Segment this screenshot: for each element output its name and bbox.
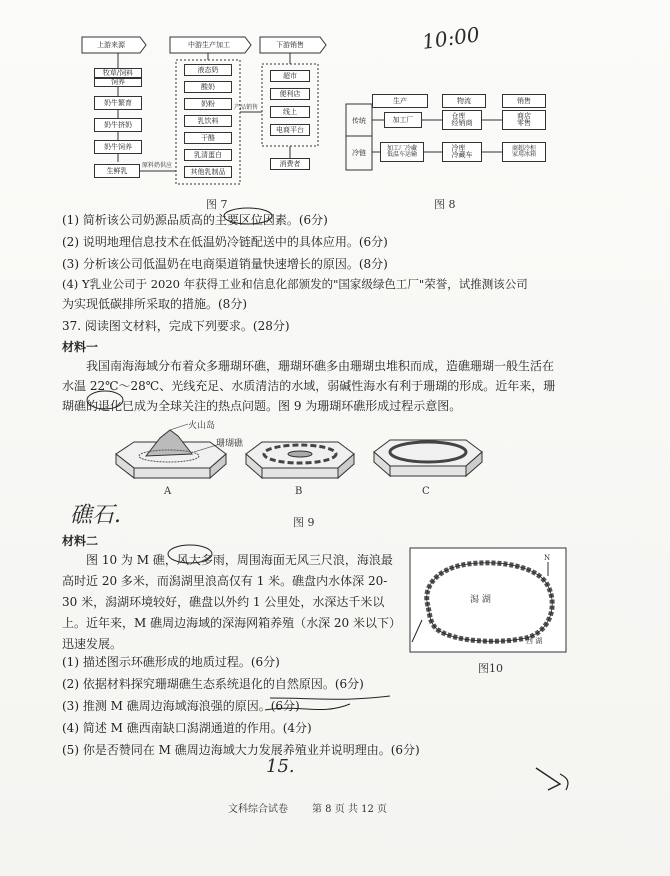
question-1: (1) 简析该公司奶源品质高的主要区位因素。(6分) xyxy=(62,213,328,227)
label-volcano: 火山岛 xyxy=(188,421,216,431)
downstream-box: 消费者 xyxy=(270,158,310,170)
midstream-box: 干酪 xyxy=(184,132,232,144)
header-upstream: 上游来源 xyxy=(97,40,125,49)
fig8-header: 物流 xyxy=(442,94,486,108)
fig8-row1-label: 传统 xyxy=(352,116,366,125)
question-3: (3) 分析该公司低温奶在电商渠道销量快速增长的原因。(8分) xyxy=(62,257,388,271)
arrow-label-raw-milk: 原料奶供应 xyxy=(142,162,173,169)
header-midstream: 中游生产加工 xyxy=(188,40,230,49)
fig8-cell: 商店 零售 xyxy=(502,110,546,130)
question-37: 37. 阅读图文材料，完成下列要求。(28分) xyxy=(62,319,290,333)
upstream-box: 奶牛繁育 xyxy=(94,96,142,110)
handwriting-top: 10:00 xyxy=(420,22,482,54)
fig8-row2-label: 冷链 xyxy=(352,148,366,157)
upstream-box: 牧草/饲料 xyxy=(94,68,142,78)
question-m2: (2) 依据材料探究珊瑚礁生态系统退化的自然原因。(6分) xyxy=(62,677,364,691)
downstream-box: 线上 xyxy=(270,106,310,118)
handwriting-reef: 礁石. xyxy=(70,503,121,528)
midstream-box: 液态奶 xyxy=(184,64,232,76)
downstream-box: 超市 xyxy=(270,70,310,82)
fig8-header: 销售 xyxy=(502,94,546,108)
upstream-box: 奶牛挤奶 xyxy=(94,118,142,132)
header-downstream: 下游销售 xyxy=(276,40,304,49)
figure-8-caption: 图 8 xyxy=(434,198,456,211)
question-2: (2) 说明地理信息技术在低温奶冷链配送中的具体应用。(6分) xyxy=(62,235,388,249)
midstream-box: 其他乳制品 xyxy=(184,166,232,178)
material-2-text: 图 10 为 M 礁，风大多雨，周围海面无风三尺浪，海浪最高时近 20 多米，而潟湖里浪高仅有 1 米。礁盘内水体深 20-30 米，潟湖环境较好，礁盘以外约 1 公里处，水深达千米以上。近年来，M 礁周边海域的深海网箱养殖（水深 20 米以下）迅速发展。 xyxy=(62,553,396,651)
svg-text:N: N xyxy=(544,554,551,562)
footer-left: 文科综合试卷 xyxy=(228,804,288,815)
question-m3: (3) 推测 M 礁周边海域海浪强的原因。(6分) xyxy=(62,699,300,713)
label-reef: 珊瑚礁 xyxy=(216,439,244,449)
midstream-box: 乳饮料 xyxy=(184,115,232,127)
downstream-box: 电商平台 xyxy=(270,124,310,136)
material-2-title: 材料二 xyxy=(62,534,99,548)
footer-right: 第 8 页 共 12 页 xyxy=(312,804,387,815)
fig8-cell: 仓库 经销商 xyxy=(442,110,482,130)
label-west: 西 湖 xyxy=(526,637,543,645)
panel-b: B xyxy=(295,486,303,497)
downstream-box: 便利店 xyxy=(270,88,310,100)
figure-9-caption: 图 9 xyxy=(293,516,315,529)
midstream-box: 乳清蛋白 xyxy=(184,149,232,161)
figure-7-caption: 图 7 xyxy=(206,198,228,211)
material-1-title: 材料一 xyxy=(62,340,99,354)
fig8-header: 生产 xyxy=(372,94,428,108)
panel-c: C xyxy=(422,486,430,497)
upstream-box: 饲养 xyxy=(94,78,142,87)
fig8-cell: 商超冷柜 家用冰箱 xyxy=(502,142,546,162)
label-lagoon: 潟 湖 xyxy=(470,595,491,605)
handwriting-score: 15. xyxy=(266,756,295,777)
figure-10-caption: 图10 xyxy=(478,662,503,675)
question-m5: (5) 你是否赞同在 M 礁周边海域大力发展养殖业并说明理由。(6分) xyxy=(62,743,420,757)
question-m1: (1) 描述图示环礁形成的地质过程。(6分) xyxy=(62,655,280,669)
fig8-cell: 冷库 冷藏车 xyxy=(442,142,482,162)
panel-a: A xyxy=(164,486,172,497)
fig8-cell: 加工厂冷藏 低温车运输 xyxy=(380,142,424,162)
midstream-box: 奶粉 xyxy=(184,98,232,110)
upstream-box: 奶牛饲养 xyxy=(94,140,142,154)
question-m4: (4) 简述 M 礁西南缺口潟湖通道的作用。(4分) xyxy=(62,721,312,735)
material-1-text: 我国南海海域分布着众多珊瑚环礁，珊瑚环礁多由珊瑚虫堆积而成，造礁珊瑚一般生活在水温 22℃～28℃、光线充足、水质清洁的水域，弱碱性海水有利于珊瑚的形成。近年来，珊瑚礁的退化已成为全球关注的热点问题。图 9 为珊瑚环礁形成过程示意图。 xyxy=(62,359,556,413)
question-4-cont: 为实现低碳排所采取的措施。(8分) xyxy=(62,297,247,311)
arrow-label-sales: 产品销售 xyxy=(234,104,259,111)
midstream-box: 酸奶 xyxy=(184,81,232,93)
question-4: (4) Y乳业公司于 2020 年获得工业和信息化部颁发的"国家级绿色工厂"荣誉，试推测该公司 xyxy=(62,277,528,291)
fig8-cell: 加工厂 xyxy=(384,112,422,128)
upstream-fresh-milk: 生鲜乳 xyxy=(94,164,140,178)
